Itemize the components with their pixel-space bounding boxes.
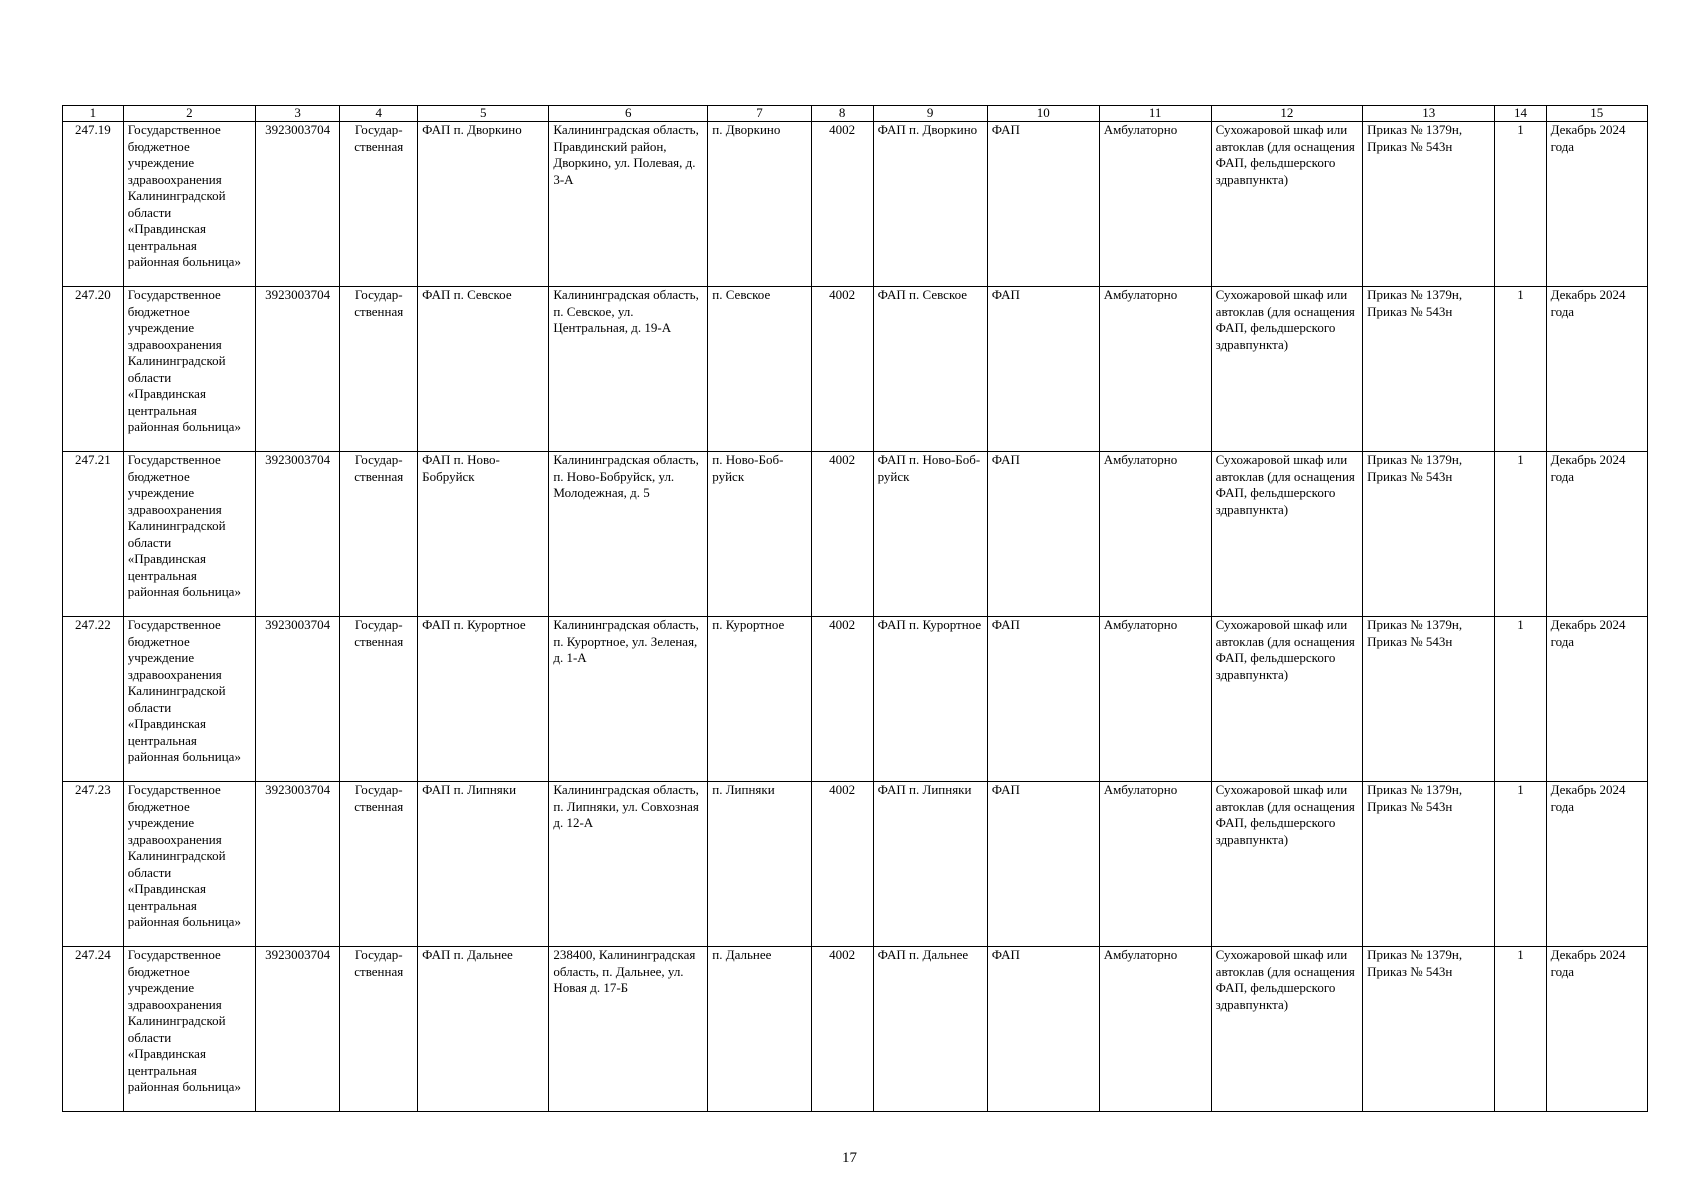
equipment-cell: Сухожаровой шкаф или автоклав (для оснащения ФАП, фельдшерского здравпункта) bbox=[1211, 452, 1362, 617]
inn-cell: 3923003704 bbox=[256, 452, 340, 617]
address-cell: Калининградская область, п. Курортное, ул. Зеленая, д. 1-А bbox=[549, 617, 708, 782]
address-cell: Калининградская область, п. Липняки, ул. Совхозная д. 12-А bbox=[549, 782, 708, 947]
care-condition-cell: Амбулаторно bbox=[1099, 122, 1211, 287]
column-header: 9 bbox=[873, 106, 987, 122]
code-cell: 4002 bbox=[811, 122, 873, 287]
row-number-cell: 247.24 bbox=[63, 947, 124, 1112]
table-row bbox=[63, 122, 1648, 287]
address-cell: Калининградская область, п. Ново-Бобруйск, ул. Молодежная, д. 5 bbox=[549, 452, 708, 617]
settlement-cell: п. Ново-Боб-руйск bbox=[708, 452, 811, 617]
unit-name-cell: ФАП п. Севское bbox=[418, 287, 549, 452]
subdivision-cell: ФАП п. Ново-Боб-руйск bbox=[873, 452, 987, 617]
type-cell: ФАП bbox=[987, 617, 1099, 782]
care-condition-cell: Амбулаторно bbox=[1099, 782, 1211, 947]
order-cell: Приказ № 1379н, Приказ № 543н bbox=[1363, 287, 1495, 452]
deadline-cell: Декабрь 2024 года bbox=[1546, 122, 1647, 287]
unit-name-cell: ФАП п. Дворкино bbox=[418, 122, 549, 287]
table-row bbox=[63, 287, 1648, 452]
order-cell: Приказ № 1379н, Приказ № 543н bbox=[1363, 617, 1495, 782]
inn-cell: 3923003704 bbox=[256, 122, 340, 287]
ownership-cell: Государ-ственная bbox=[340, 122, 418, 287]
table-row bbox=[63, 947, 1648, 1112]
quantity-cell: 1 bbox=[1495, 617, 1546, 782]
type-cell: ФАП bbox=[987, 782, 1099, 947]
settlement-cell: п. Липняки bbox=[708, 782, 811, 947]
quantity-cell: 1 bbox=[1495, 947, 1546, 1112]
table-row bbox=[63, 452, 1648, 617]
order-cell: Приказ № 1379н, Приказ № 543н bbox=[1363, 452, 1495, 617]
column-header: 7 bbox=[708, 106, 811, 122]
quantity-cell: 1 bbox=[1495, 287, 1546, 452]
inn-cell: 3923003704 bbox=[256, 782, 340, 947]
quantity-cell: 1 bbox=[1495, 122, 1546, 287]
care-condition-cell: Амбулаторно bbox=[1099, 452, 1211, 617]
code-cell: 4002 bbox=[811, 287, 873, 452]
inn-cell: 3923003704 bbox=[256, 617, 340, 782]
code-cell: 4002 bbox=[811, 947, 873, 1112]
row-number-cell: 247.19 bbox=[63, 122, 124, 287]
deadline-cell: Декабрь 2024 года bbox=[1546, 452, 1647, 617]
table-row bbox=[63, 617, 1648, 782]
subdivision-cell: ФАП п. Липняки bbox=[873, 782, 987, 947]
page-number: 17 bbox=[842, 1150, 857, 1166]
equipment-cell: Сухожаровой шкаф или автоклав (для оснащения ФАП, фельдшерского здравпункта) bbox=[1211, 287, 1362, 452]
address-cell: Калининградская область, п. Севское, ул. Центральная, д. 19-А bbox=[549, 287, 708, 452]
deadline-cell: Декабрь 2024 года bbox=[1546, 617, 1647, 782]
column-header: 13 bbox=[1363, 106, 1495, 122]
settlement-cell: п. Курортное bbox=[708, 617, 811, 782]
settlement-cell: п. Дворкино bbox=[708, 122, 811, 287]
order-cell: Приказ № 1379н, Приказ № 543н bbox=[1363, 947, 1495, 1112]
quantity-cell: 1 bbox=[1495, 782, 1546, 947]
column-header: 10 bbox=[987, 106, 1099, 122]
unit-name-cell: ФАП п. Курортное bbox=[418, 617, 549, 782]
column-header: 2 bbox=[123, 106, 255, 122]
column-header: 15 bbox=[1546, 106, 1647, 122]
table-row bbox=[63, 782, 1648, 947]
column-header: 12 bbox=[1211, 106, 1362, 122]
inn-cell: 3923003704 bbox=[256, 287, 340, 452]
organization-cell: Государственное бюджетное учреждение здравоохранения Калининградской области «Правдинская центральная районная больница» bbox=[123, 452, 255, 617]
type-cell: ФАП bbox=[987, 452, 1099, 617]
column-header: 3 bbox=[256, 106, 340, 122]
column-header: 1 bbox=[63, 106, 124, 122]
subdivision-cell: ФАП п. Севское bbox=[873, 287, 987, 452]
unit-name-cell: ФАП п. Ново-Бобруйск bbox=[418, 452, 549, 617]
column-header: 4 bbox=[340, 106, 418, 122]
column-header: 5 bbox=[418, 106, 549, 122]
care-condition-cell: Амбулаторно bbox=[1099, 947, 1211, 1112]
settlement-cell: п. Севское bbox=[708, 287, 811, 452]
subdivision-cell: ФАП п. Дворкино bbox=[873, 122, 987, 287]
deadline-cell: Декабрь 2024 года bbox=[1546, 287, 1647, 452]
ownership-cell: Государ-ственная bbox=[340, 947, 418, 1112]
deadline-cell: Декабрь 2024 года bbox=[1546, 782, 1647, 947]
row-number-cell: 247.21 bbox=[63, 452, 124, 617]
column-header: 14 bbox=[1495, 106, 1546, 122]
type-cell: ФАП bbox=[987, 287, 1099, 452]
column-header: 6 bbox=[549, 106, 708, 122]
column-header: 11 bbox=[1099, 106, 1211, 122]
care-condition-cell: Амбулаторно bbox=[1099, 617, 1211, 782]
equipment-cell: Сухожаровой шкаф или автоклав (для оснащения ФАП, фельдшерского здравпункта) bbox=[1211, 782, 1362, 947]
code-cell: 4002 bbox=[811, 452, 873, 617]
organization-cell: Государственное бюджетное учреждение здравоохранения Калининградской области «Правдинская центральная районная больница» bbox=[123, 122, 255, 287]
subdivision-cell: ФАП п. Дальнее bbox=[873, 947, 987, 1112]
settlement-cell: п. Дальнее bbox=[708, 947, 811, 1112]
address-cell: 238400, Калининградская область, п. Дальнее, ул. Новая д. 17-Б bbox=[549, 947, 708, 1112]
organization-cell: Государственное бюджетное учреждение здравоохранения Калининградской области «Правдинская центральная районная больница» bbox=[123, 782, 255, 947]
address-cell: Калининградская область, Правдинский район, Дворкино, ул. Полевая, д. 3-А bbox=[549, 122, 708, 287]
document-sheet bbox=[62, 105, 1648, 1112]
order-cell: Приказ № 1379н, Приказ № 543н bbox=[1363, 782, 1495, 947]
type-cell: ФАП bbox=[987, 122, 1099, 287]
subdivision-cell: ФАП п. Курортное bbox=[873, 617, 987, 782]
organization-cell: Государственное бюджетное учреждение здравоохранения Калининградской области «Правдинская центральная районная больница» bbox=[123, 287, 255, 452]
ownership-cell: Государ-ственная bbox=[340, 617, 418, 782]
type-cell: ФАП bbox=[987, 947, 1099, 1112]
ownership-cell: Государ-ственная bbox=[340, 782, 418, 947]
header-row bbox=[63, 106, 1648, 122]
unit-name-cell: ФАП п. Дальнее bbox=[418, 947, 549, 1112]
quantity-cell: 1 bbox=[1495, 452, 1546, 617]
ownership-cell: Государ-ственная bbox=[340, 287, 418, 452]
code-cell: 4002 bbox=[811, 617, 873, 782]
unit-name-cell: ФАП п. Липняки bbox=[418, 782, 549, 947]
deadline-cell: Декабрь 2024 года bbox=[1546, 947, 1647, 1112]
facilities-table bbox=[62, 105, 1648, 1112]
organization-cell: Государственное бюджетное учреждение здравоохранения Калининградской области «Правдинская центральная районная больница» bbox=[123, 617, 255, 782]
equipment-cell: Сухожаровой шкаф или автоклав (для оснащения ФАП, фельдшерского здравпункта) bbox=[1211, 947, 1362, 1112]
row-number-cell: 247.20 bbox=[63, 287, 124, 452]
equipment-cell: Сухожаровой шкаф или автоклав (для оснащения ФАП, фельдшерского здравпункта) bbox=[1211, 122, 1362, 287]
order-cell: Приказ № 1379н, Приказ № 543н bbox=[1363, 122, 1495, 287]
column-header: 8 bbox=[811, 106, 873, 122]
row-number-cell: 247.23 bbox=[63, 782, 124, 947]
row-number-cell: 247.22 bbox=[63, 617, 124, 782]
equipment-cell: Сухожаровой шкаф или автоклав (для оснащения ФАП, фельдшерского здравпункта) bbox=[1211, 617, 1362, 782]
care-condition-cell: Амбулаторно bbox=[1099, 287, 1211, 452]
organization-cell: Государственное бюджетное учреждение здравоохранения Калининградской области «Правдинская центральная районная больница» bbox=[123, 947, 255, 1112]
inn-cell: 3923003704 bbox=[256, 947, 340, 1112]
code-cell: 4002 bbox=[811, 782, 873, 947]
ownership-cell: Государ-ственная bbox=[340, 452, 418, 617]
